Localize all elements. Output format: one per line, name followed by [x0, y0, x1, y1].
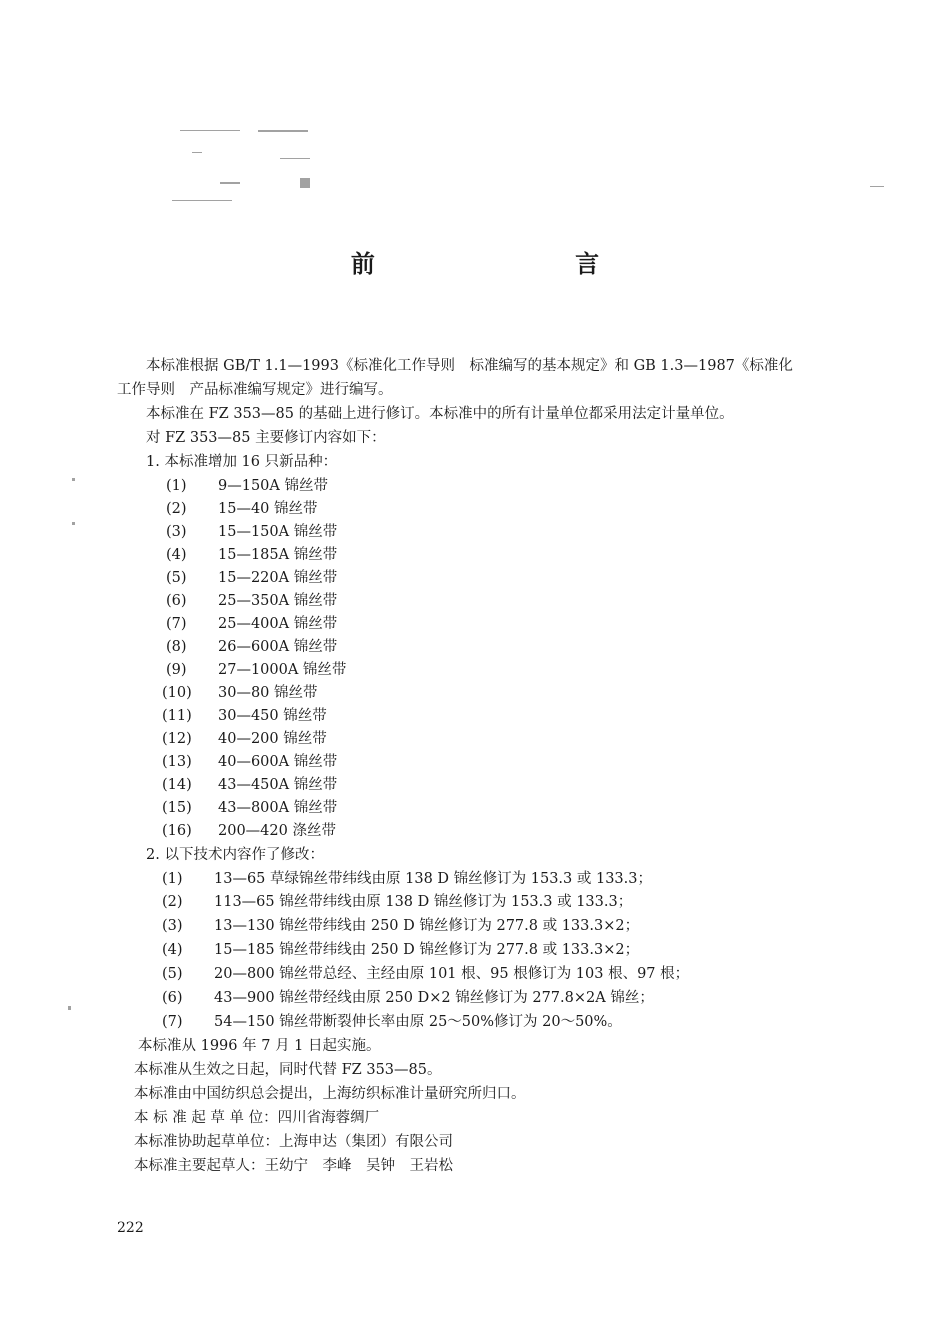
- list-item: [162, 683, 318, 703]
- list-item: [162, 775, 337, 795]
- item-number: (2): [162, 894, 183, 910]
- list-item: [162, 892, 632, 912]
- item-text: 113—65 锦丝带纬线由原 138 D 锦丝修订为 153.3 或 133.3；: [214, 894, 633, 910]
- list-item: [166, 545, 337, 565]
- item-text: 40—600A 锦丝带: [218, 754, 338, 770]
- scan-artifact: [870, 186, 884, 187]
- item-text: 15—185A 锦丝带: [218, 547, 338, 563]
- list-item: [166, 614, 337, 634]
- item-number: (16): [162, 823, 192, 839]
- list-item: [162, 821, 336, 841]
- list-item: [166, 568, 337, 588]
- assisting-unit: 本标准协助起草单位：上海申达（集团）有限公司: [134, 1134, 453, 1150]
- list-item: [166, 522, 337, 542]
- item-text: 200—420 涤丝带: [218, 823, 336, 839]
- item-text: 30—450 锦丝带: [218, 708, 327, 724]
- section1-heading: 1. 本标准增加 16 只新品种：: [146, 454, 338, 470]
- list-item: [166, 499, 318, 519]
- intro-line-3: 本标准在 FZ 353—85 的基础上进行修订。本标准中的所有计量单位都采用法定计量单位。: [146, 406, 734, 422]
- item-number: (6): [166, 593, 187, 609]
- item-text: 43—800A 锦丝带: [218, 800, 338, 816]
- item-text: 15—185 锦丝带纬线由 250 D 锦丝修订为 277.8 或 133.3×2；: [214, 942, 640, 958]
- item-number: (3): [162, 918, 183, 934]
- item-number: (4): [162, 942, 183, 958]
- item-number: (2): [166, 501, 187, 517]
- item-number: (1): [166, 478, 187, 494]
- list-item: [162, 940, 639, 960]
- scan-artifact: [180, 130, 240, 131]
- item-number: (7): [166, 616, 187, 632]
- page-number: 222: [117, 1220, 144, 1236]
- item-text: 43—450A 锦丝带: [218, 777, 338, 793]
- item-text: 26—600A 锦丝带: [218, 639, 338, 655]
- scan-artifact: [258, 130, 308, 132]
- item-text: 13—130 锦丝带纬线由 250 D 锦丝修订为 277.8 或 133.3×2；: [214, 918, 640, 934]
- item-text: 30—80 锦丝带: [218, 685, 318, 701]
- main-drafters: 本标准主要起草人：王幼宁 李峰 吴钟 王岩松: [134, 1158, 453, 1174]
- page-title: 前 言: [350, 250, 696, 278]
- item-text: 20—800 锦丝带总经、主经由原 101 根、95 根修订为 103 根、97 根；: [214, 966, 690, 982]
- intro-line-1: 本标准根据 GB/T 1.1—1993《标准化工作导则 标准编写的基本规定》和 GB 1.3—1987《标准化: [146, 358, 793, 374]
- item-number: (4): [166, 547, 187, 563]
- item-number: (13): [162, 754, 192, 770]
- scan-artifact: [300, 178, 310, 188]
- scan-artifact: [172, 200, 232, 201]
- item-number: (10): [162, 685, 192, 701]
- item-text: 9—150A 锦丝带: [218, 478, 328, 494]
- item-text: 15—40 锦丝带: [218, 501, 318, 517]
- section2-heading: 2. 以下技术内容作了修改：: [146, 847, 324, 863]
- list-item: [162, 869, 652, 889]
- list-item: [166, 591, 337, 611]
- item-text: 54—150 锦丝带断裂伸长率由原 25～50%修订为 20～50%。: [214, 1014, 622, 1030]
- item-number: (8): [166, 639, 187, 655]
- scan-artifact: [280, 158, 310, 159]
- scan-artifact: [68, 1006, 71, 1010]
- item-number: (11): [162, 708, 192, 724]
- item-number: (15): [162, 800, 192, 816]
- list-item: [162, 729, 327, 749]
- list-item: [162, 964, 689, 984]
- scan-artifact: [72, 522, 75, 525]
- item-text: 13—65 草绿锦丝带纬线由原 138 D 锦丝修订为 153.3 或 133.3；: [214, 871, 652, 887]
- list-item: [162, 916, 639, 936]
- item-number: (1): [162, 871, 183, 887]
- intro-line-4: 对 FZ 353—85 主要修订内容如下：: [146, 430, 386, 446]
- list-item: [162, 752, 337, 772]
- item-text: 40—200 锦丝带: [218, 731, 327, 747]
- list-item: [166, 476, 328, 496]
- item-number: (7): [162, 1014, 183, 1030]
- item-number: (5): [162, 966, 183, 982]
- closing-line-3: 本标准由中国纺织总会提出，上海纺织标准计量研究所归口。: [134, 1086, 526, 1102]
- intro-line-2: 工作导则 产品标准编写规定》进行编写。: [117, 382, 393, 398]
- item-number: (14): [162, 777, 192, 793]
- item-number: (12): [162, 731, 192, 747]
- list-item: [162, 798, 337, 818]
- item-number: (3): [166, 524, 187, 540]
- item-text: 25—400A 锦丝带: [218, 616, 338, 632]
- list-item: [166, 660, 346, 680]
- list-item: [162, 1012, 622, 1032]
- item-text: 15—220A 锦丝带: [218, 570, 338, 586]
- item-text: 25—350A 锦丝带: [218, 593, 338, 609]
- closing-line-1: 本标准从 1996 年 7 月 1 日起实施。: [138, 1038, 381, 1054]
- item-text: 27—1000A 锦丝带: [218, 662, 347, 678]
- list-item: [162, 988, 654, 1008]
- item-number: (5): [166, 570, 187, 586]
- scan-artifact: [220, 182, 240, 184]
- scan-artifact: [192, 152, 202, 153]
- item-text: 43—900 锦丝带经线由原 250 D×2 锦丝修订为 277.8×2A 锦丝；: [214, 990, 654, 1006]
- drafting-unit: 本 标 准 起 草 单 位：四川省海蓉绸厂: [134, 1110, 380, 1126]
- scan-artifact: [72, 478, 75, 481]
- list-item: [162, 706, 327, 726]
- item-number: (9): [166, 662, 187, 678]
- closing-line-2: 本标准从生效之日起，同时代替 FZ 353—85。: [134, 1062, 442, 1078]
- item-number: (6): [162, 990, 183, 1006]
- item-text: 15—150A 锦丝带: [218, 524, 338, 540]
- list-item: [166, 637, 337, 657]
